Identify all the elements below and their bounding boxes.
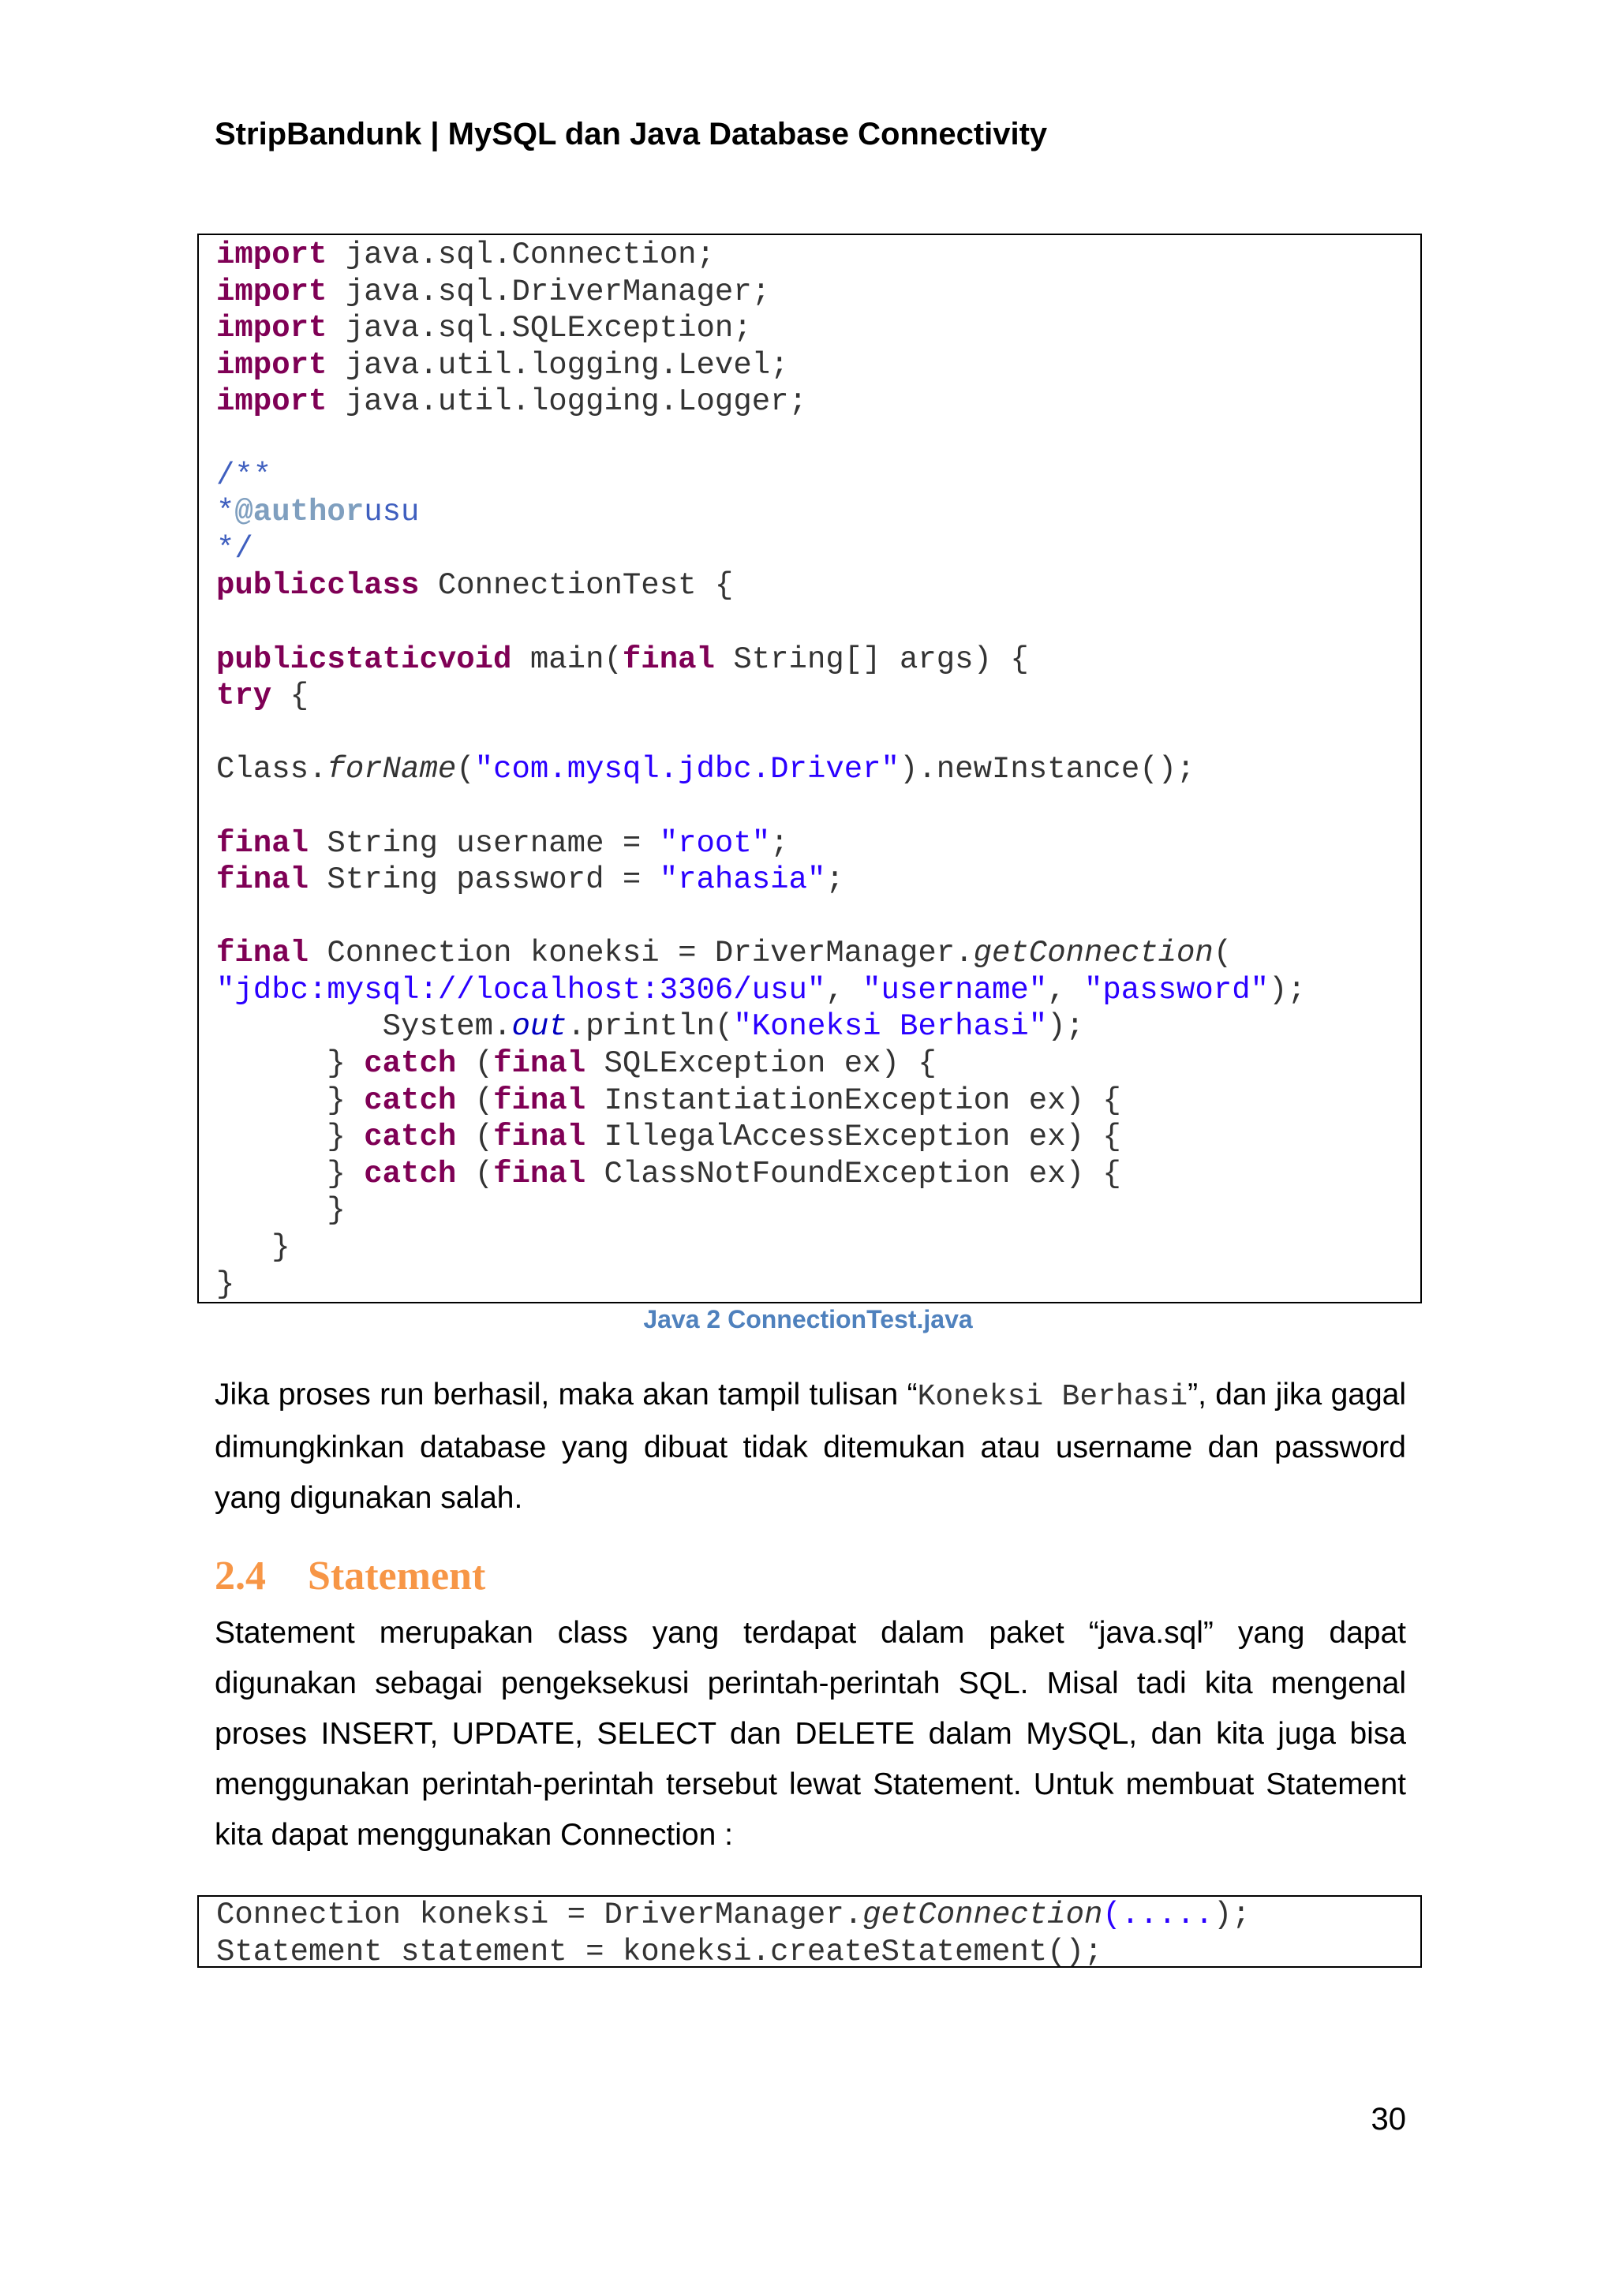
code-line-try: try { <box>216 679 309 714</box>
code-line-close-catch: } <box>216 1193 346 1228</box>
code-line-catch-illegal-access: } catch (final IllegalAccessException ex) { <box>216 1120 1121 1155</box>
code-line-doc-close: */ <box>216 531 253 567</box>
section-number: 2.4 <box>215 1554 266 1599</box>
code-line-close-main: } <box>216 1230 290 1266</box>
code-listing-statement <box>197 1895 1422 1968</box>
code-line-catch-instantiation: } catch (final InstantiationException ex) { <box>216 1083 1121 1118</box>
code-line-close-class: } <box>216 1266 235 1302</box>
code-line-class-decl: publicclass ConnectionTest { <box>216 568 734 604</box>
code-line-password: final String password = "rahasia"; <box>216 862 844 898</box>
running-header: StripBandunk | MySQL dan Java Database Connectivity <box>215 117 1048 151</box>
code-block <box>199 1897 1420 1970</box>
code-line-username: final String username = "root"; <box>216 825 789 861</box>
code-block <box>199 235 1420 1303</box>
page-number: 30 <box>1371 2102 1406 2137</box>
section-heading <box>215 1553 485 1599</box>
code-line-import-1: import java.sql.Connection; <box>216 237 715 272</box>
code-line-connection: final Connection koneksi = DriverManager.getConnection( <box>216 936 1233 971</box>
code-line-import-4: import java.util.logging.Level; <box>216 347 789 383</box>
code-line-get-connection: Connection koneksi = DriverManager.getConnection(.....); <box>216 1898 1251 1932</box>
code-line-main-decl: publicstaticvoid main(final String[] args) { <box>216 641 1029 677</box>
code-line-import-5: import java.util.logging.Logger; <box>216 384 807 420</box>
paragraph-run-result: Jika proses run berhasil, maka akan tampil tulisan “Koneksi Berhasi”, dan jika gagal dimungkinkan database yang dibuat tidak ditemukan atau username dan password yang digunakan salah. <box>215 1378 1406 1515</box>
code-line-catch-class-not-found: } catch (final ClassNotFoundException ex) { <box>216 1156 1121 1191</box>
code-line-doc-author: *@authorusu <box>216 495 420 530</box>
code-line-import-2: import java.sql.DriverManager; <box>216 274 771 309</box>
code-line-catch-sql: } catch (final SQLException ex) { <box>216 1046 937 1082</box>
inline-code-koneksi-berhasi: Koneksi Berhasi <box>917 1380 1188 1414</box>
code-line-println: System.out.println("Koneksi Berhasi"); <box>216 1009 1085 1045</box>
section-title: Statement <box>308 1554 486 1599</box>
paragraph-statement-intro: Statement merupakan class yang terdapat dalam paket “java.sql” yang dapat digunakan sebagai pengeksekusi perintah-perintah SQL. Misal tadi kita mengenal proses INSERT, UPDATE, SELECT dan DELETE dalam MySQL, dan kita juga bisa menggunakan perintah-perintah tersebut lewat Statement. Untuk membuat Statement kita dapat menggunakan Connection : <box>215 1616 1406 1852</box>
code-line-doc-open: /** <box>216 458 272 493</box>
listing-caption: Java 2 ConnectionTest.java <box>643 1305 973 1333</box>
code-line-connection-args: "jdbc:mysql://localhost:3306/usu", "username", "password"); <box>216 972 1306 1008</box>
code-line-import-3: import java.sql.SQLException; <box>216 311 752 346</box>
code-listing-connection-test <box>197 234 1422 1303</box>
code-line-forname: Class.forName("com.mysql.jdbc.Driver").newInstance(); <box>216 752 1195 787</box>
code-line-create-statement: Statement statement = koneksi.createStatement(); <box>216 1934 1103 1969</box>
